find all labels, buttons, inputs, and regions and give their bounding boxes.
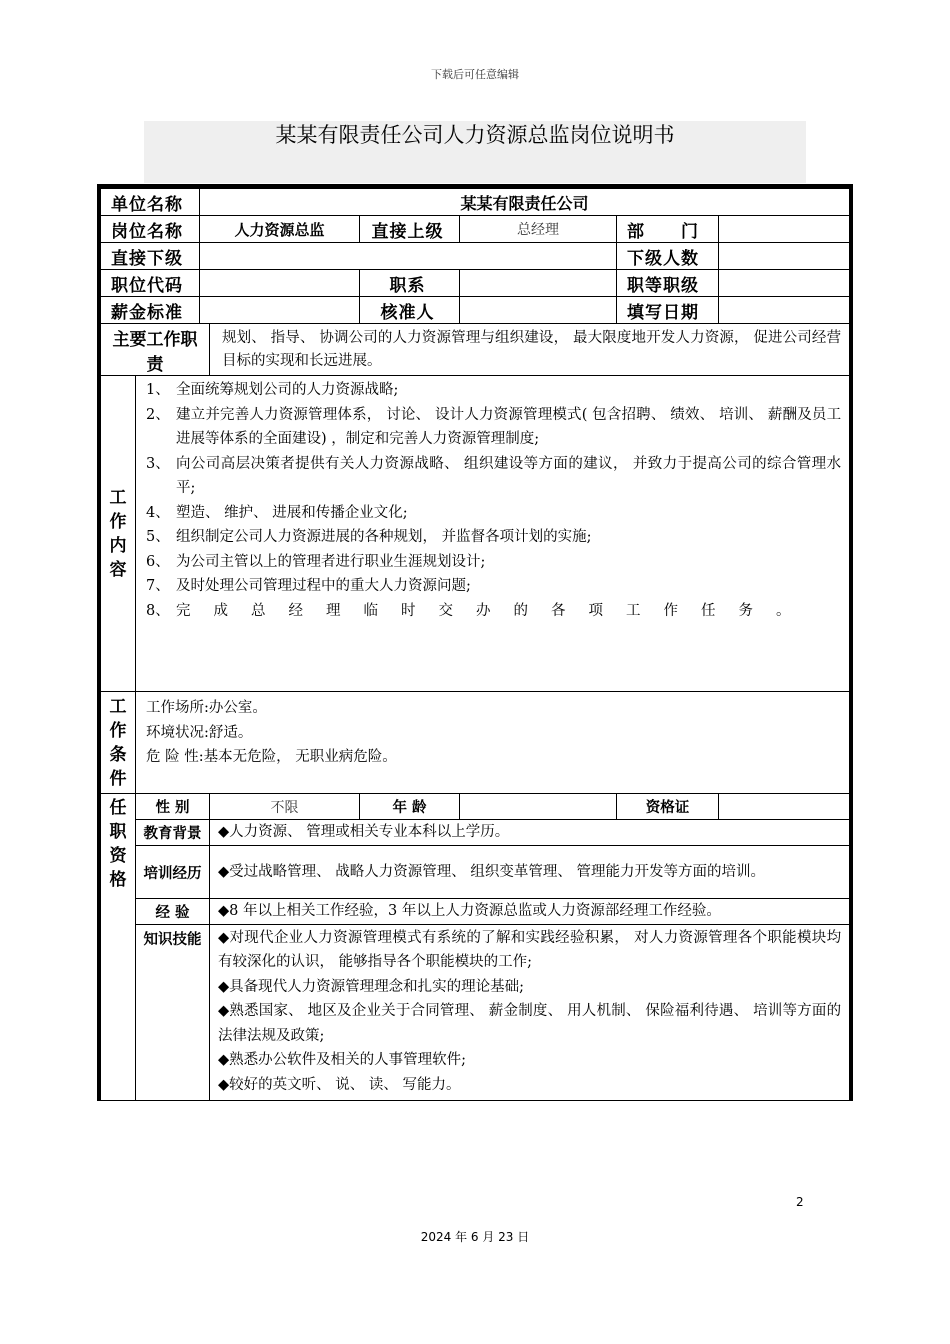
item-number: 1、: [146, 382, 170, 398]
item-text: 建立并完善人力资源管理体系， 讨论、 设计人力资源管理模式( 包含招聘、 绩效、 培训、 薪酬及员工进展等体系的全面建设) ，制定和完善人力资源管理制度;: [176, 406, 842, 447]
row-education: [101, 820, 850, 846]
item-text: 组织制定公司人力资源进展的各种规划， 并监督各项计划的实施;: [176, 529, 592, 545]
qualifications-label: [101, 794, 136, 1101]
work-content-label-char: 容: [109, 559, 127, 580]
row-work-conditions: [101, 692, 850, 794]
department-label: 部 门: [617, 216, 719, 243]
row-salary: [101, 297, 850, 324]
condition-line: 工作场所:办公室。: [146, 700, 267, 716]
job-family-value: [460, 270, 617, 297]
row-gender-age: [101, 794, 850, 820]
qualifications-label-char: 格: [109, 870, 127, 890]
qualifications-label-char: 职: [109, 822, 127, 842]
work-content-list: [136, 376, 850, 692]
item-number: 4、: [146, 504, 170, 521]
experience-text: ◆8 年以上相关工作经验，3 年以上人力资源总监或人力资源部经理工作经验。: [210, 899, 850, 925]
item-text: 为公司主管以上的管理者进行职业生涯规划设计;: [176, 553, 486, 570]
education-label: 教育背景: [136, 820, 210, 846]
skill-line: ◆对现代企业人力资源管理模式有系统的了解和实践经验积累， 对人力资源管理各个职能模块均有较深化的认识， 能够指导各个职能模块的工作;: [218, 929, 842, 970]
approver-label: 核准人: [360, 297, 460, 324]
subordinate-count-value: [719, 243, 850, 270]
work-conditions-label-char: 作: [109, 720, 127, 741]
gender-value: 不限: [210, 794, 360, 820]
training-text: ◆受过战略管理、 战略人力资源管理、 组织变革管理、 管理能力开发等方面的培训。: [210, 846, 850, 899]
job-grade-label: 职等职级: [617, 270, 719, 297]
gender-label: 性 别: [136, 794, 210, 820]
work-content-label: [101, 376, 136, 692]
list-item: [146, 550, 841, 575]
row-subordinate: [101, 243, 850, 270]
post-name-label: 岗位名称: [101, 216, 200, 243]
item-text: 完成总经理临时交办的各项工作任务。: [176, 602, 814, 619]
skill-line: ◆具备现代人力资源管理理念和扎实的理论基础;: [218, 978, 525, 995]
list-item: [146, 403, 841, 452]
item-text: 及时处理公司管理过程中的重大人力资源问题;: [176, 578, 471, 594]
work-conditions-label: [101, 692, 136, 794]
experience-label: 经 验: [136, 899, 210, 925]
salary-label: 薪金标准: [101, 297, 200, 324]
list-item: [146, 574, 841, 599]
row-unit-name: [101, 189, 850, 216]
qualifications-label-char: 任: [109, 798, 127, 818]
education-text: ◆人力资源、 管理或相关专业本科以上学历。: [210, 820, 850, 846]
item-number: 8、: [146, 602, 170, 619]
item-number: 3、: [146, 455, 170, 472]
job-grade-value: [719, 270, 850, 297]
main-duty-label: 主要工作职责: [101, 324, 210, 376]
certificate-value: [719, 794, 850, 820]
condition-line: 危 险 性:基本无危险， 无职业病危险。: [146, 749, 397, 765]
unit-name-label: 单位名称: [101, 189, 200, 216]
list-item: [146, 501, 841, 526]
fill-date-label: 填写日期: [617, 297, 719, 324]
certificate-label: 资格证: [617, 794, 719, 820]
skills-text: [210, 924, 850, 1100]
footer-date: 2024 年 6 月 23 日: [420, 1230, 530, 1244]
post-name-value: 人力资源总监: [200, 216, 360, 243]
item-number: 2、: [146, 406, 170, 423]
work-content-label-char: 工: [109, 487, 127, 508]
work-conditions-label-char: 件: [109, 768, 127, 789]
job-description-table: [100, 188, 850, 1101]
item-number: 7、: [146, 578, 170, 594]
skill-line: ◆熟悉国家、 地区及企业关于合同管理、 薪金制度、 用人机制、 保险福利待遇、 培训等方面的法律法规及政策;: [218, 1003, 842, 1044]
main-duty-text: 规划、 指导、 协调公司的人力资源管理与组织建设， 最大限度地开发人力资源， 促进公司经营目标的实现和长远进展。: [210, 324, 850, 376]
row-work-content: [101, 376, 850, 692]
direct-subordinate-label: 直接下级: [101, 243, 200, 270]
header-note: 下载后可任意编辑: [431, 68, 519, 81]
row-main-duty: [101, 324, 850, 376]
direct-superior-value: 总经理: [460, 216, 617, 243]
work-conditions-label-char: 工: [109, 696, 127, 717]
list-item: [146, 452, 841, 501]
unit-name-value: 某某有限责任公司: [200, 189, 850, 216]
list-item: [146, 525, 841, 550]
training-label: 培训经历: [136, 846, 210, 899]
work-conditions-text: [136, 692, 850, 794]
item-number: 5、: [146, 529, 170, 545]
skill-line: ◆较好的英文听、 说、 读、 写能力。: [218, 1076, 461, 1093]
condition-line: 环境状况:舒适。: [146, 724, 253, 741]
row-post-code: [101, 270, 850, 297]
fill-date-value: [719, 297, 850, 324]
subordinate-count-label: 下级人数: [617, 243, 719, 270]
age-label: 年 龄: [360, 794, 460, 820]
item-number: 6、: [146, 553, 170, 570]
department-value: [719, 216, 850, 243]
skills-label: 知识技能: [136, 924, 210, 1100]
item-text: 全面统筹规划公司的人力资源战略;: [176, 382, 399, 398]
work-content-label-char: 内: [109, 535, 127, 556]
qualifications-label-char: 资: [109, 846, 127, 866]
skill-line: ◆熟悉办公软件及相关的人事管理软件;: [218, 1052, 467, 1068]
item-text: 塑造、 维护、 进展和传播企业文化;: [176, 504, 408, 521]
list-item: [146, 599, 841, 624]
post-code-value: [200, 270, 360, 297]
direct-superior-label: 直接上级: [360, 216, 460, 243]
direct-subordinate-value: [200, 243, 617, 270]
salary-value: [200, 297, 360, 324]
work-conditions-label-char: 条: [109, 744, 127, 765]
job-family-label: 职系: [360, 270, 460, 297]
item-text: 向公司高层决策者提供有关人力资源战略、 组织建设等方面的建议， 并致力于提高公司的综合管理水平;: [176, 455, 842, 496]
row-experience: [101, 899, 850, 925]
post-code-label: 职位代码: [101, 270, 200, 297]
age-value: [460, 794, 617, 820]
row-skills: [101, 924, 850, 1100]
work-content-label-char: 作: [109, 511, 127, 532]
row-training: [101, 846, 850, 899]
list-item: [146, 378, 841, 403]
row-post-name: [101, 216, 850, 243]
page-number: 2: [796, 1195, 804, 1209]
document-title: 某某有限责任公司人力资源总监岗位说明书: [275, 123, 675, 147]
approver-value: [460, 297, 617, 324]
